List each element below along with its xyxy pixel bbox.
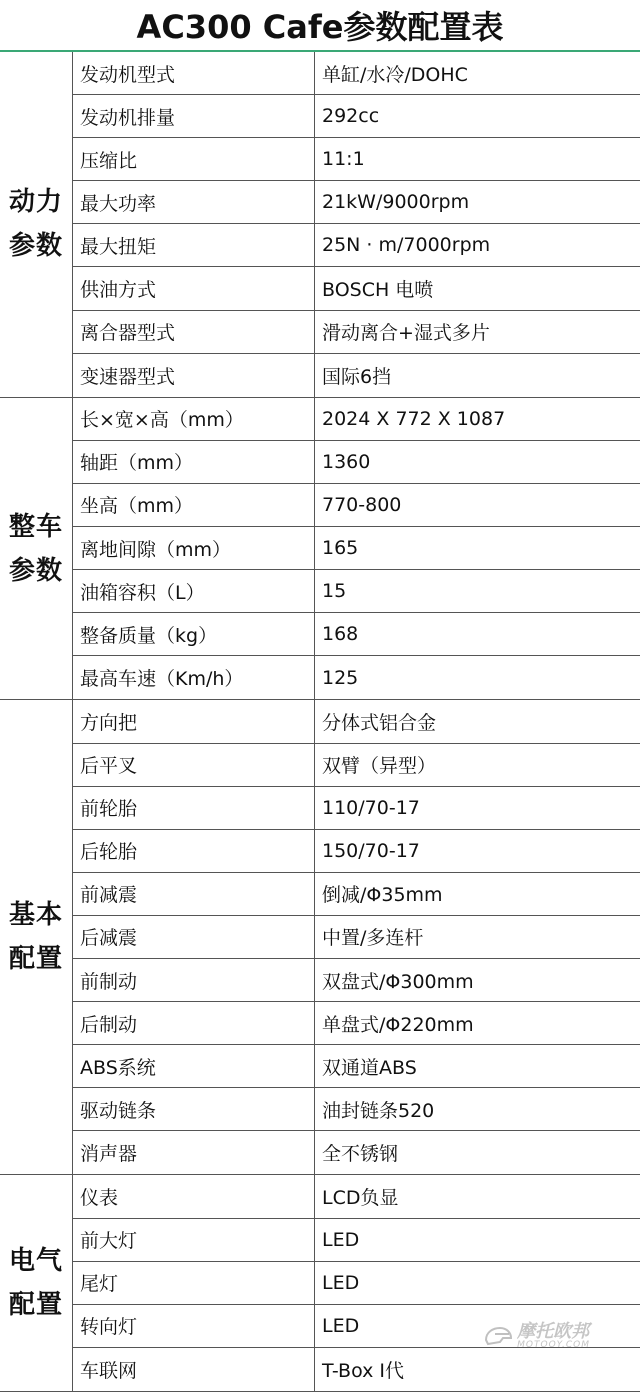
param-value: 11:1 (322, 148, 365, 171)
param-value: 150/70-17 (322, 839, 420, 862)
param-value: 770-800 (322, 493, 402, 516)
param-name: 前大灯 (73, 1219, 315, 1261)
param-name: 变速器型式 (73, 354, 315, 397)
table-row (73, 959, 640, 1002)
param-name: 后制动 (73, 1002, 315, 1044)
spec-group (0, 700, 640, 1175)
param-value: 双盘式/Φ300mm (322, 970, 474, 993)
table-row (73, 398, 640, 441)
table-row (73, 95, 640, 138)
group-rows (73, 700, 640, 1174)
param-value: 单盘式/Φ220mm (322, 1013, 474, 1036)
param-value: 单缸/水冷/DOHC (322, 63, 468, 86)
param-value: 中置/多连杆 (322, 927, 424, 950)
table-row (73, 441, 640, 484)
param-name: 后平叉 (73, 744, 315, 786)
table-row (73, 916, 640, 959)
group-label-line: 参数 (8, 231, 63, 262)
table-row (73, 1262, 640, 1305)
watermark-subtext: MOTOOY.COM (517, 1340, 590, 1350)
spec-table (0, 52, 640, 1392)
param-name: 离合器型式 (73, 311, 315, 353)
param-name: 后减震 (73, 916, 315, 958)
param-value: LCD负显 (322, 1186, 399, 1209)
table-row (73, 138, 640, 181)
watermark-text: 摩托欧邦 (517, 1321, 590, 1342)
group-label (0, 52, 73, 397)
group-label (0, 1175, 73, 1390)
page-title: AC300 Cafe参数配置表 (0, 0, 640, 52)
spec-group (0, 52, 640, 398)
group-label-line: 配置 (8, 944, 63, 975)
table-row (73, 1175, 640, 1218)
group-rows (73, 1175, 640, 1390)
table-row (73, 311, 640, 354)
param-value: 倒减/Φ35mm (322, 884, 443, 907)
table-row (73, 830, 640, 873)
param-name: 前轮胎 (73, 787, 315, 829)
param-value: 165 (322, 537, 359, 560)
param-value: 双通道ABS (322, 1056, 417, 1079)
param-value: 滑动离合+湿式多片 (322, 322, 490, 345)
param-name: 发动机排量 (73, 95, 315, 137)
param-name: 转向灯 (73, 1305, 315, 1347)
table-row (73, 656, 640, 699)
param-name: 供油方式 (73, 267, 315, 309)
param-value: 全不锈钢 (322, 1143, 399, 1166)
param-name: 车联网 (73, 1348, 315, 1391)
param-name: 发动机型式 (73, 52, 315, 94)
table-row (73, 1305, 640, 1348)
param-value: 分体式铝合金 (322, 711, 437, 734)
group-label-line: 配置 (8, 1290, 63, 1321)
group-label-line: 参数 (8, 555, 63, 586)
table-row (73, 873, 640, 916)
param-name: 前减震 (73, 873, 315, 915)
param-value: LED (322, 1228, 360, 1251)
group-rows (73, 398, 640, 700)
param-name: 尾灯 (73, 1262, 315, 1304)
table-row (73, 1348, 640, 1391)
param-value: 双臂（异型） (322, 755, 437, 778)
table-row (73, 1045, 640, 1088)
param-name: ABS系统 (73, 1045, 315, 1087)
param-name: 轴距（mm） (73, 441, 315, 483)
table-row (73, 527, 640, 570)
param-value: 国际6挡 (322, 365, 392, 388)
table-row (73, 1088, 640, 1131)
table-row (73, 224, 640, 267)
table-row (73, 484, 640, 527)
param-name: 整备质量（kg） (73, 613, 315, 655)
param-value: LED (322, 1314, 360, 1337)
param-name: 后轮胎 (73, 830, 315, 872)
param-value: 油封链条520 (322, 1099, 435, 1122)
table-row (73, 181, 640, 224)
param-value: 1360 (322, 450, 371, 473)
param-name: 驱动链条 (73, 1088, 315, 1130)
param-name: 前制动 (73, 959, 315, 1001)
param-name: 离地间隙（mm） (73, 527, 315, 569)
param-name: 消声器 (73, 1131, 315, 1174)
table-row (73, 1219, 640, 1262)
param-name: 长×宽×高（mm） (73, 398, 315, 440)
group-label (0, 700, 73, 1174)
group-label-line: 动力 (8, 187, 63, 218)
table-row (73, 787, 640, 830)
param-value: 125 (322, 666, 359, 689)
param-value: LED (322, 1271, 360, 1294)
param-value: 21kW/9000rpm (322, 191, 470, 214)
param-name: 仪表 (73, 1175, 315, 1217)
table-row (73, 700, 640, 743)
table-row (73, 267, 640, 310)
group-label-line: 整车 (8, 511, 63, 542)
group-rows (73, 52, 640, 397)
table-row (73, 52, 640, 95)
group-label-line: 基本 (8, 900, 63, 931)
param-name: 最高车速（Km/h） (73, 656, 315, 699)
param-value: 292cc (322, 105, 380, 128)
param-name: 最大功率 (73, 181, 315, 223)
table-row (73, 1002, 640, 1045)
table-row (73, 354, 640, 397)
group-label (0, 398, 73, 700)
param-name: 坐高（mm） (73, 484, 315, 526)
spec-group (0, 1175, 640, 1391)
table-row (73, 570, 640, 613)
spec-group (0, 398, 640, 701)
param-name: 压缩比 (73, 138, 315, 180)
table-row (73, 1131, 640, 1174)
param-name: 最大扭矩 (73, 224, 315, 266)
param-value: 110/70-17 (322, 796, 420, 819)
param-value: 168 (322, 623, 359, 646)
param-name: 方向把 (73, 700, 315, 742)
param-value: BOSCH 电喷 (322, 279, 434, 302)
table-row (73, 744, 640, 787)
param-value: 25N · m/7000rpm (322, 234, 491, 257)
table-row (73, 613, 640, 656)
param-value: T-Box I代 (322, 1359, 405, 1382)
param-value: 15 (322, 580, 347, 603)
param-name: 油箱容积（L） (73, 570, 315, 612)
param-value: 2024 X 772 X 1087 (322, 407, 506, 430)
group-label-line: 电气 (8, 1246, 63, 1277)
